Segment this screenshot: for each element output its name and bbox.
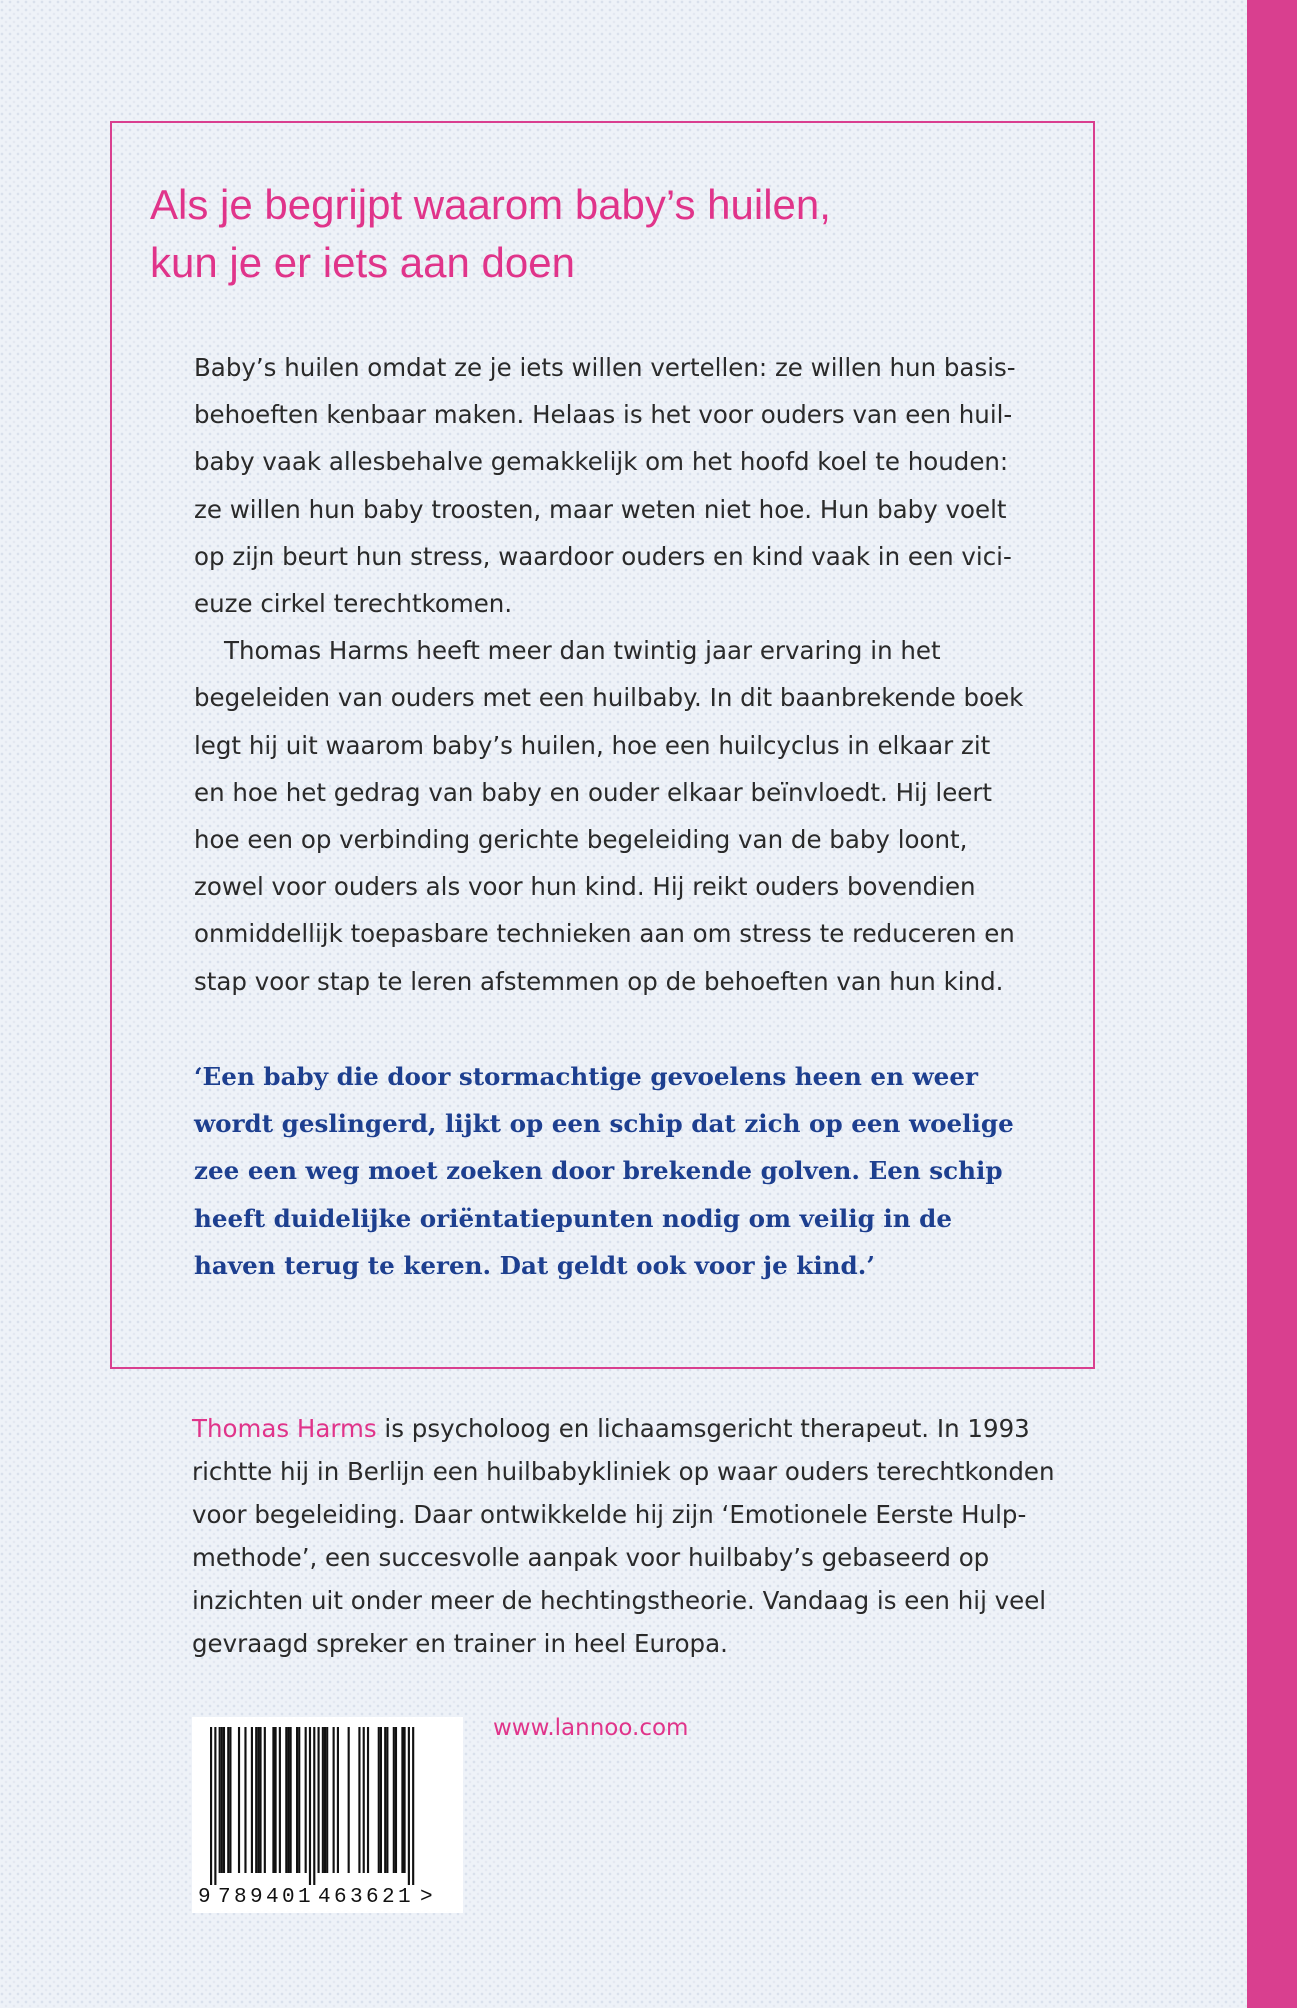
- barcode-bar: [305, 1727, 307, 1873]
- body-line: Thomas Harms heeft meer dan twintig jaar ervaring in het: [224, 636, 941, 666]
- author-bio-line: gevraagd spreker en trainer in heel Europa.: [192, 1629, 728, 1658]
- barcode-digit: >: [420, 1886, 433, 1909]
- barcode-bar: [227, 1727, 229, 1873]
- barcode-bar: [408, 1727, 410, 1885]
- barcode-digit: 0: [282, 1886, 295, 1909]
- barcode-bar: [214, 1727, 216, 1885]
- quote-line: haven terug te keren. Dat geldt ook voor je kind.’: [194, 1250, 875, 1280]
- publisher-website[interactable]: www.lannoo.com: [493, 1715, 689, 1741]
- body-line: onmiddellijk toepasbare technieken aan om stress te reduceren en: [194, 919, 1015, 949]
- headline-line-2: kun je er iets aan doen: [150, 239, 575, 286]
- body-line: baby vaak allesbehalve gemakkelijk om het hoofd koel te houden:: [194, 447, 1009, 477]
- barcode-bar: [378, 1727, 380, 1873]
- barcode-bar: [386, 1727, 388, 1873]
- isbn-barcode: [192, 1717, 463, 1913]
- barcode-bar: [229, 1727, 231, 1873]
- quote-line: ‘Een baby die door stormachtige gevoelens heen en weer: [194, 1062, 978, 1091]
- author-bio-line: inzichten uit onder meer de hechtingstheorie. Vandaag is een hij veel: [192, 1586, 1047, 1615]
- barcode-digit: 1: [298, 1886, 311, 1909]
- body-line: en hoe het gedrag van baby en ouder elkaar beïnvloedt. Hij leert: [194, 777, 993, 807]
- barcode-bar: [309, 1727, 311, 1885]
- barcode-bar: [401, 1727, 403, 1873]
- body-line: hoe een op verbinding gerichte begeleiding van de baby loont,: [194, 825, 968, 855]
- body-line: legt hij uit waarom baby’s huilen, hoe een huilcyclus in elkaar zit: [194, 730, 991, 760]
- barcode-bar: [318, 1727, 320, 1873]
- author-bio: [192, 1407, 1092, 1665]
- barcode-bar: [326, 1727, 328, 1873]
- barcode-digit: 8: [234, 1886, 247, 1909]
- barcode-bar: [290, 1727, 292, 1873]
- barcode-bar: [275, 1727, 277, 1873]
- body-line: Baby’s huilen omdat ze je iets willen vertellen: ze willen hun basis-: [194, 353, 1016, 382]
- barcode-bar: [380, 1727, 382, 1873]
- body-line: stap voor stap te leren afstemmen op de behoeften van hun kind.: [194, 966, 1004, 996]
- quote-line: heeft duidelijke oriëntatiepunten nodig om veilig in de: [194, 1203, 952, 1233]
- barcode-bar: [223, 1727, 225, 1873]
- quote-line: wordt geslingerd, lijkt op een schip dat zich op een woelige: [194, 1109, 1014, 1139]
- barcode-bar: [238, 1727, 240, 1873]
- body-line: begeleiden van ouders met een huilbaby. In dit baanbrekende boek: [194, 683, 1024, 713]
- barcode-bar: [259, 1727, 261, 1873]
- barcode-bar: [348, 1727, 350, 1873]
- barcode-bar: [279, 1727, 281, 1873]
- barcode-bar: [298, 1727, 300, 1873]
- barcode-bar: [358, 1727, 360, 1873]
- barcode-digit: 2: [382, 1886, 395, 1909]
- barcode-bar: [264, 1727, 266, 1873]
- barcode-digit: 7: [218, 1886, 231, 1909]
- barcode-bar: [251, 1727, 253, 1873]
- author-bio-line: methode’, een succesvolle aanpak voor huilbaby’s gebaseerd op: [192, 1543, 990, 1572]
- author-bio-line: richtte hij in Berlijn een huilbabykliniek op waar ouders terechtkonden: [192, 1457, 1055, 1486]
- barcode-digit: 4: [266, 1886, 279, 1909]
- barcode-bar: [313, 1727, 315, 1885]
- barcode-bar: [395, 1727, 397, 1873]
- quote-line: zee een weg moet zoeken door brekende golven. Een schip: [194, 1156, 1003, 1186]
- barcode-bar: [363, 1727, 365, 1873]
- spine-color-bar: [1247, 0, 1297, 2008]
- barcode-digit: 1: [398, 1886, 411, 1909]
- barcode-bar: [287, 1727, 289, 1873]
- body-line: zowel voor ouders als voor hun kind. Hij reikt ouders bovendien: [194, 872, 976, 902]
- barcode-bar: [367, 1727, 369, 1873]
- barcode-digit: 6: [334, 1886, 347, 1909]
- author-name: Thomas Harms: [192, 1414, 377, 1443]
- pull-quote: [194, 1053, 1064, 1289]
- body-line: ze willen hun baby troosten, maar weten niet hoe. Hun baby voelt: [194, 494, 1007, 524]
- barcode-digit: 4: [318, 1886, 331, 1909]
- barcode-bar: [257, 1727, 259, 1873]
- barcode-bar: [333, 1727, 335, 1873]
- headline: [150, 176, 1050, 292]
- barcode-bar: [393, 1727, 395, 1873]
- barcode-bar: [272, 1727, 274, 1873]
- author-bio-line: voor begeleiding. Daar ontwikkelde hij zijn ‘Emotionele Eerste Hulp-: [192, 1500, 1027, 1529]
- author-bio-first-line: [192, 1407, 1092, 1450]
- barcode-bar: [337, 1727, 339, 1873]
- barcode-bar: [384, 1727, 386, 1873]
- body-line: op zijn beurt hun stress, waardoor ouders en kind vaak in een vici-: [194, 541, 1012, 571]
- blurb-body: [194, 344, 1064, 1005]
- barcode-bar: [285, 1727, 287, 1873]
- barcode-graphic: [192, 1717, 463, 1913]
- barcode-bar: [210, 1727, 212, 1885]
- body-line: euze cirkel terechtkomen.: [194, 589, 513, 619]
- barcode-digit: 9: [250, 1886, 263, 1909]
- barcode-digit: 6: [366, 1886, 379, 1909]
- author-bio-text: is psycholoog en lichaamsgericht therapeut. In 1993: [376, 1414, 1030, 1443]
- headline-line-1: Als je begrijpt waarom baby’s huilen,: [150, 181, 831, 228]
- barcode-bar: [244, 1727, 246, 1873]
- barcode-bar: [219, 1727, 221, 1873]
- barcode-bar: [296, 1727, 298, 1873]
- barcode-digit: 9: [198, 1886, 211, 1909]
- barcode-bar: [221, 1727, 223, 1873]
- body-line: behoeften kenbaar maken. Helaas is het voor ouders van een huil-: [194, 400, 1013, 430]
- barcode-bar: [404, 1727, 406, 1873]
- barcode-bar: [255, 1727, 257, 1873]
- barcode-bar: [322, 1727, 324, 1873]
- barcode-bar: [324, 1727, 326, 1873]
- barcode-bar: [412, 1727, 414, 1885]
- barcode-digit: 3: [350, 1886, 363, 1909]
